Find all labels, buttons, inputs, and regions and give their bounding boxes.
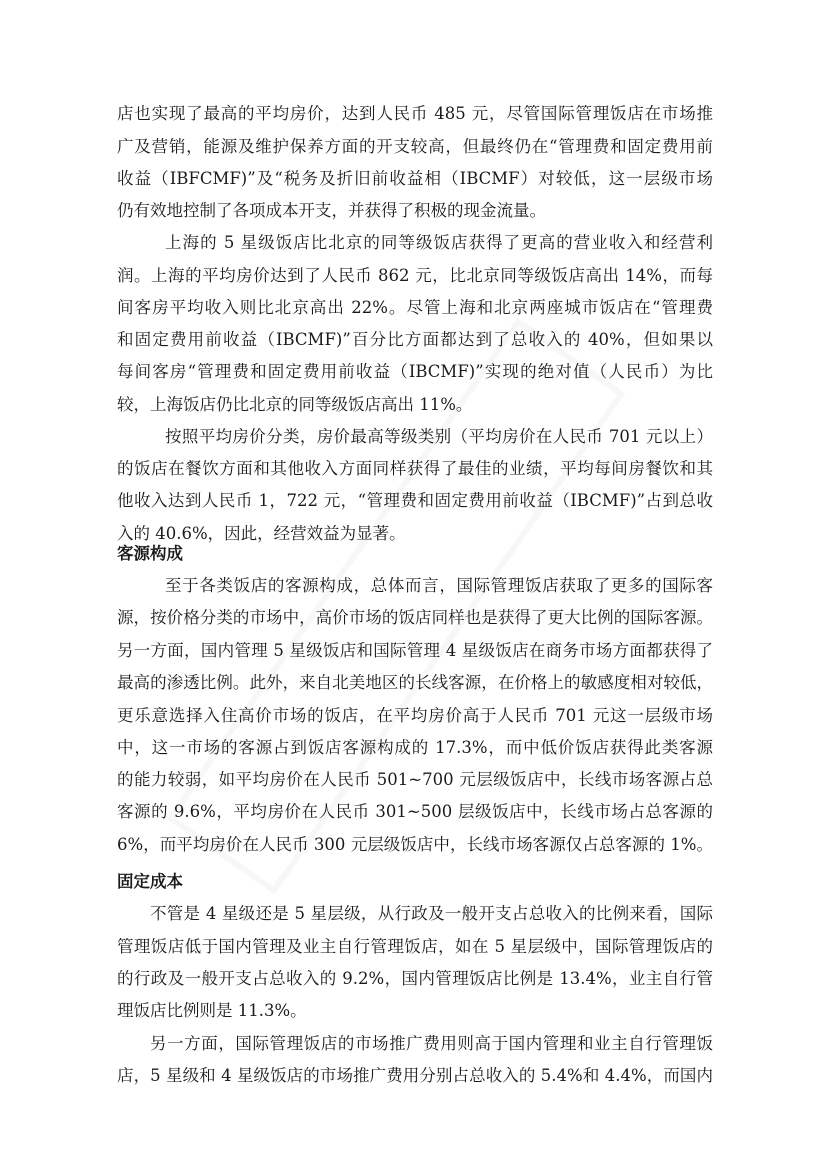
paragraph-line: 润。上海的平均房价达到了人民币 862 元，比北京同等级饭店高出 14%，而每 [117,266,713,285]
section-heading: 客源构成 [117,544,183,563]
paragraph-line: 仍有效地控制了各项成本开支，并获得了积极的现金流量。 [117,201,546,220]
paragraph-line: 的行政及一般开支占总收入的 9.2%，国内管理饭店比例是 13.4%，业主自行管 [117,969,713,988]
paragraph-line: 店，5 星级和 4 星级饭店的市场推广费用分别占总收入的 5.4%和 4.4%，而国内 [117,1066,713,1085]
paragraph-line: 和固定费用前收益（IBCMF)”百分比方面都达到了总收入的 40%，但如果以 [117,330,713,349]
paragraph-line: 间客房平均收入则比北京高出 22%。尽管上海和北京两座城市饭店在“管理费 [117,298,713,317]
paragraph-line: 的能力较弱，如平均房价在人民币 501~700 元层级饭店中，长线市场客源占总 [117,770,713,789]
paragraph-line: 客源的 9.6%，平均房价在人民币 301~500 层级饭店中，长线市场占总客源的 [117,802,713,821]
paragraph-line: 另一方面，国际管理饭店的市场推广费用则高于国内管理和业主自行管理饭 [150,1034,713,1053]
paragraph-line: 理饭店比例则是 11.3%。 [117,1001,307,1020]
paragraph-line: 不管是 4 星级还是 5 星层级，从行政及一般开支占总收入的比例来看，国际 [150,904,713,923]
paragraph-line: 他收入达到人民币 1，722 元，“管理费和固定费用前收益（IBCMF)”占到总收 [117,491,713,510]
section-heading: 固定成本 [117,872,183,891]
paragraph-line: 管理饭店低于国内管理及业主自行管理饭店，如在 5 星层级中，国际管理饭店的 [117,937,713,956]
paragraph-line: 入的 40.6%，因此，经营效益为显著。 [117,524,406,543]
paragraph-line: 收益（IBFCMF)”及“税务及折旧前收益相（IBCMF）对较低，这一层级市场 [117,169,713,188]
paragraph-line: 上海的 5 星级饭店比北京的同等级饭店获得了更高的营业收入和经营利 [165,233,713,252]
paragraph-line: 较，上海饭店仍比北京的同等级饭店高出 11%。 [117,395,473,414]
paragraph-line: 中，这一市场的客源占到饭店客源构成的 17.3%，而中低价饭店获得此类客源 [117,738,713,757]
paragraph-line: 更乐意选择入住高价市场的饭店，在平均房价高于人民币 701 元这一层级市场 [117,706,713,725]
paragraph-line: 按照平均房价分类，房价最高等级类别（平均房价在人民币 701 元以上） [165,427,713,446]
paragraph-line: 每间客房“管理费和固定费用前收益（IBCMF)”实现的绝对值（人民币）为比 [117,362,713,381]
paragraph-line: 的饭店在餐饮方面和其他收入方面同样获得了最佳的业绩，平均每间房餐饮和其 [117,459,713,478]
paragraph-line: 源，按价格分类的市场中，高价市场的饭店同样也是获得了更大比例的国际客源。 [117,608,713,627]
paragraph-line: 至于各类饭店的客源构成，总体而言，国际管理饭店获取了更多的国际客 [165,576,713,595]
paragraph-line: 店也实现了最高的平均房价，达到人民币 485 元，尽管国际管理饭店在市场推 [117,104,713,123]
paragraph-line: 广及营销，能源及维护保养方面的开支较高，但最终仍在“管理费和固定费用前 [117,137,713,156]
paragraph-line: 另一方面，国内管理 5 星级饭店和国际管理 4 星级饭店在商务市场方面都获得了 [117,641,713,660]
paragraph-line: 6%，而平均房价在人民币 300 元层级饭店中，长线市场客源仅占总客源的 1%。 [117,835,713,854]
paragraph-line: 最高的渗透比例。此外，来自北美地区的长线客源，在价格上的敏感度相对较低， [117,673,713,692]
